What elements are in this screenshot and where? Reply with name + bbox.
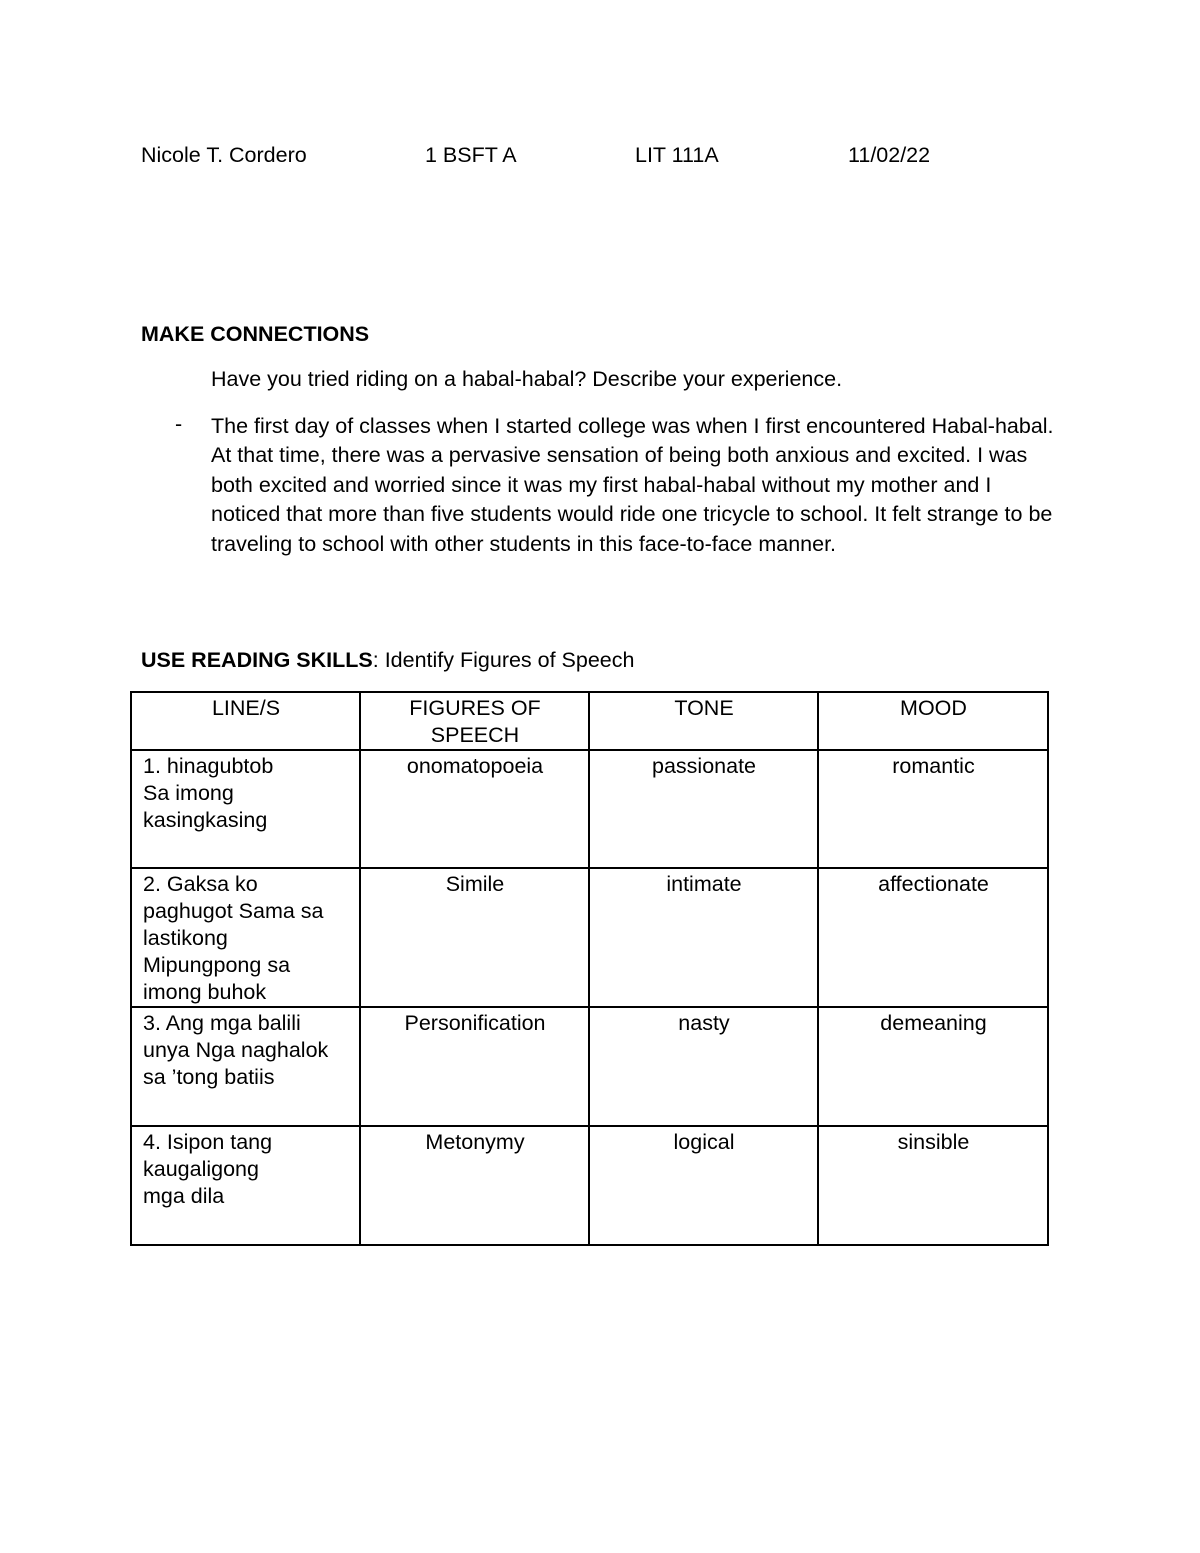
student-name: Nicole T. Cordero — [141, 143, 307, 167]
figure-cell: Personification — [360, 1007, 589, 1126]
course-code: LIT 111A — [635, 143, 719, 167]
student-section: 1 BSFT A — [425, 143, 517, 167]
tone-cell: nasty — [589, 1007, 818, 1126]
line-cell: 3. Ang mga balili unya Nga naghalok sa ’tong batiis — [131, 1007, 360, 1126]
mood-cell: demeaning — [818, 1007, 1048, 1126]
reading-skills-heading — [141, 648, 634, 673]
mood-cell: affectionate — [818, 868, 1048, 1007]
reading-skills-subtitle: : Identify Figures of Speech — [372, 648, 635, 672]
column-header-figures: FIGURES OF SPEECH — [360, 692, 589, 750]
figures-of-speech-table — [130, 691, 1049, 1246]
column-header-mood: MOOD — [818, 692, 1048, 750]
make-connections-heading: MAKE CONNECTIONS — [141, 322, 370, 346]
table-row — [131, 1126, 1048, 1245]
tone-cell: intimate — [589, 868, 818, 1007]
line-cell: 2. Gaksa ko paghugot Sama sa lastikong Mipungpong sa imong buhok — [131, 868, 360, 1007]
tone-cell: logical — [589, 1126, 818, 1245]
answer-bullet: - — [175, 412, 183, 436]
tone-cell: passionate — [589, 750, 818, 868]
mood-cell: romantic — [818, 750, 1048, 868]
reading-skills-title: USE READING SKILLS — [141, 648, 373, 672]
document-date: 11/02/22 — [848, 143, 931, 167]
make-connections-answer: The first day of classes when I started college was when I first encountered Habal-habal. At that time, there was a pervasive sensation of being both anxious and excited. I was both excited and worried since it was my first habal-habal without my mother and I noticed that more than five students would ride one tricycle to school. It felt strange to be traveling to school with other students in this face-to-face manner. — [211, 414, 1054, 556]
figure-cell: Simile — [360, 868, 589, 1007]
figure-cell: onomatopoeia — [360, 750, 589, 868]
table-row — [131, 868, 1048, 1007]
make-connections-question: Have you tried riding on a habal-habal? Describe your experience. — [211, 367, 843, 391]
line-cell: 4. Isipon tang kaugaligong mga dila — [131, 1126, 360, 1245]
mood-cell: sinsible — [818, 1126, 1048, 1245]
line-cell: 1. hinagubtob Sa imong kasingkasing — [131, 750, 360, 868]
figure-cell: Metonymy — [360, 1126, 589, 1245]
table-row — [131, 750, 1048, 868]
table-header-row — [131, 692, 1048, 750]
table-row — [131, 1007, 1048, 1126]
column-header-tone: TONE — [589, 692, 818, 750]
column-header-lines: LINE/S — [131, 692, 360, 750]
